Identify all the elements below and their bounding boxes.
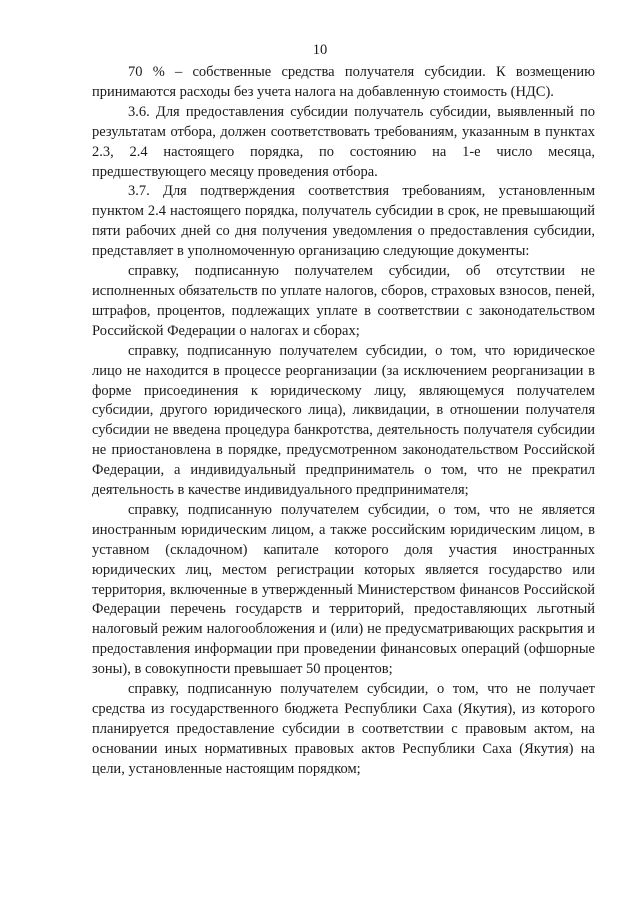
paragraph-cofinancing: 70 % – собственные средства получателя субсидии. К возмещению принимаются расходы без учета налога на добавленную стоимость (НДС). [92,64,595,100]
document-body [92,63,595,780]
paragraph-3-7: 3.7. Для подтверждения соответствия требованиям, установленным пунктом 2.4 настоящего порядка, получатель субсидии в срок, не превышающий пяти рабочих дней со дня получения уведомления о предоставления субсидии, представляет в уполномоченную организацию следующие документы: [92,183,595,260]
page-number: 10 [312,42,328,58]
paragraph-budget-funds-certificate: справку, подписанную получателем субсидии, о том, что не получает средства из государственного бюджета Республики Саха (Якутия), из которого планируется предоставление субсидии в соответствии с правовым актом, на основании иных нормативных правовых актов Республики Саха (Якутия) на цели, установленные настоящим порядком; [92,681,595,777]
paragraph-reorganization-certificate: справку, подписанную получателем субсидии, о том, что юридическое лицо не находится в процессе реорганизации (за исключением реорганизации в форме присоединения к юридическому лицу, являющемуся получателем субсидии, другого юридического лица), ликвидации, в отношении получателя субсидии не введена процедура банкротства, деятельность получателя субсидии не приостановлена в порядке, предусмотренном законодательством Российской Федерации, а индивидуальный предприниматель о том, что не прекратил деятельность в качестве индивидуального предпринимателя; [92,342,595,499]
paragraph-foreign-entity-certificate: справку, подписанную получателем субсидии, о том, что не является иностранным юридическим лицом, а также российским юридическим лицом, в уставном (складочном) капитале которого доля участия иностранных юридических лиц, местом регистрации которых является государство или территория, включенные в утвержденный Министерством финансов Российской Федерации перечень государств и территорий, предоставляющих льготный налоговый режим налогообложения и (или) не предусматривающих раскрытия и предоставления информации при проведении финансовых операций (офшорные зоны), в совокупности превышает 50 процентов; [92,501,595,678]
paragraph-tax-certificate: справку, подписанную получателем субсидии, об отсутствии не исполненных обязательств по уплате налогов, сборов, страховых взносов, пеней, штрафов, процентов, подлежащих уплате в соответствии с законодательством Российской Федерации о налогах и сборах; [92,263,595,339]
paragraph-3-6: 3.6. Для предоставления субсидии получатель субсидии, выявленный по результатам отбора, должен соответствовать требованиям, указанным в пунктах 2.3, 2.4 настоящего порядка, по состоянию на 1-е число месяца, предшествующего месяцу проведения отбора. [92,103,595,180]
